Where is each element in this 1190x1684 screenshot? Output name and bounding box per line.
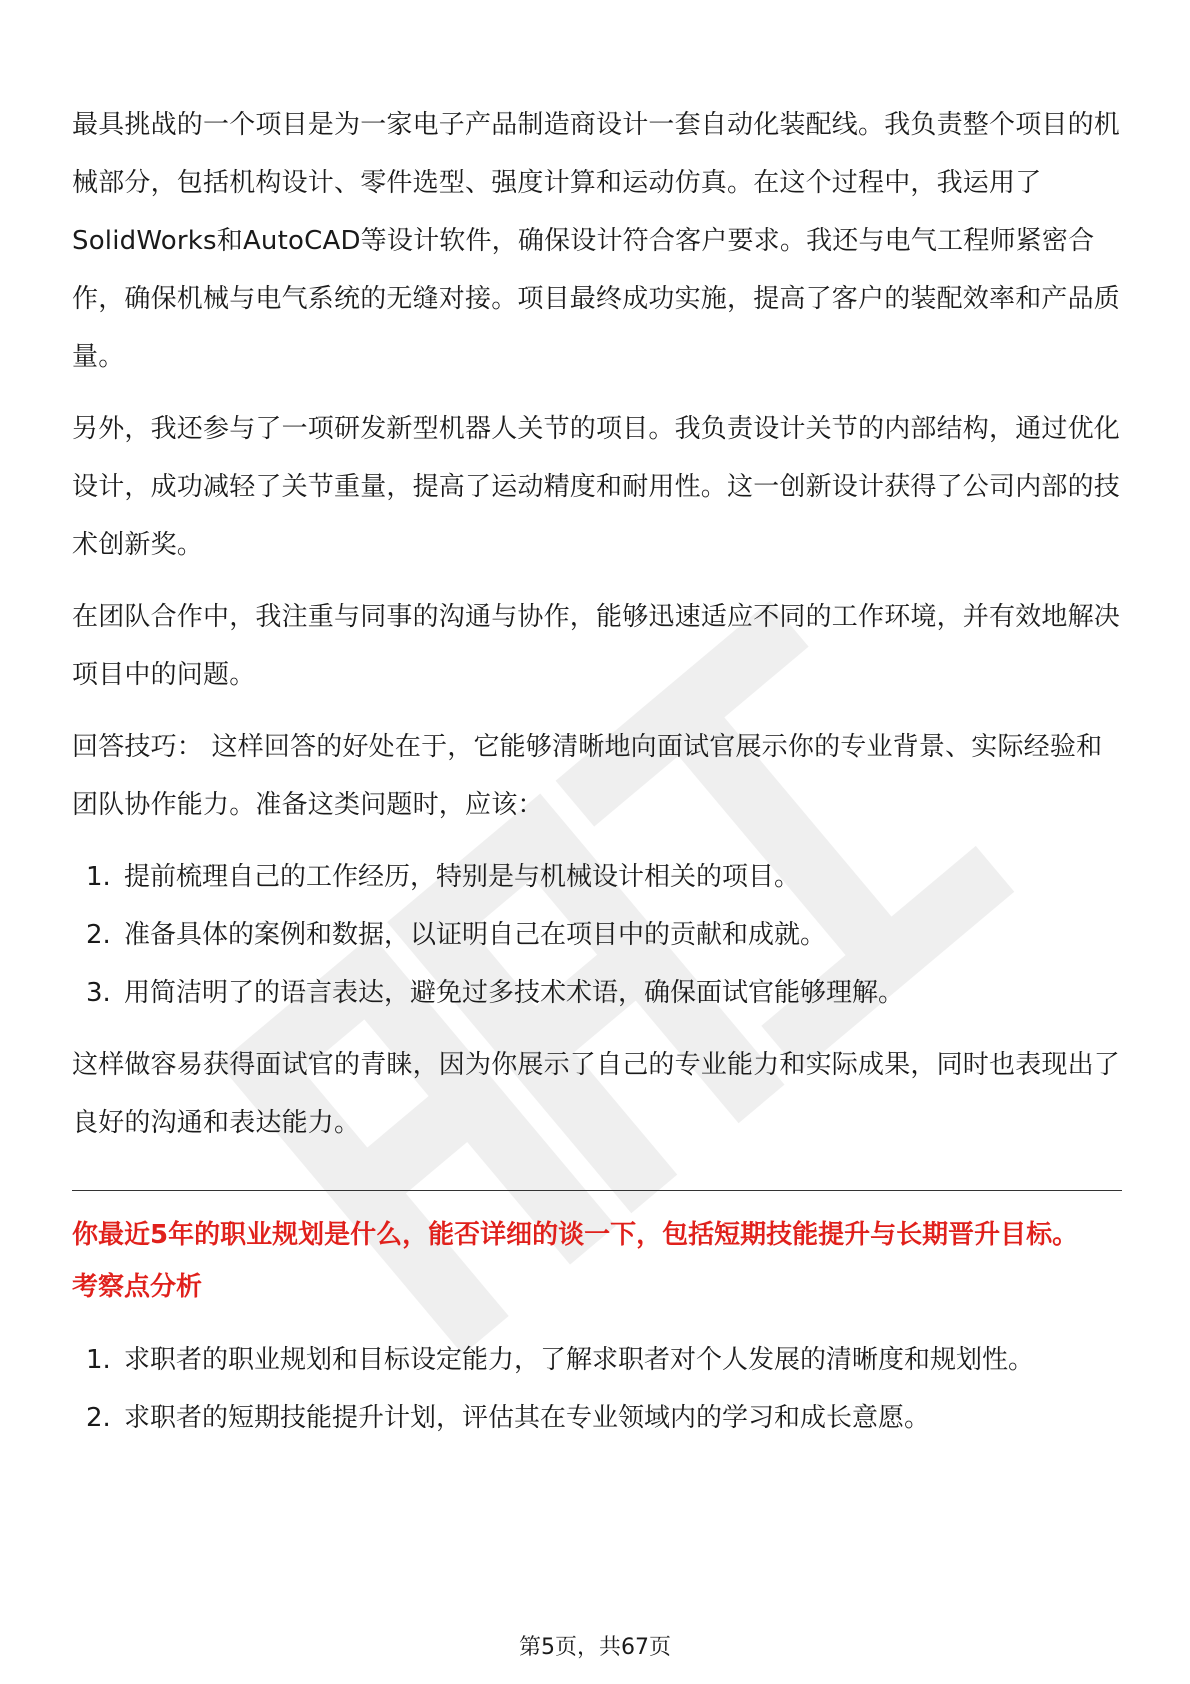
- tips-list: [72, 848, 1122, 1022]
- list-number: 2.: [86, 1403, 111, 1433]
- document-body: [72, 96, 1122, 1461]
- interview-question: 你最近5年的职业规划是什么，能否详细的谈一下，包括短期技能提升与长期晋升目标。: [72, 1220, 1079, 1250]
- paragraph-teamwork: 在团队合作中，我注重与同事的沟通与协作，能够迅速适应不同的工作环境，并有效地解决项目中的问题。: [72, 602, 1121, 690]
- analysis-list: [72, 1331, 1122, 1447]
- list-text: 提前梳理自己的工作经历，特别是与机械设计相关的项目。: [124, 862, 801, 892]
- list-item: [72, 1389, 1122, 1447]
- section-divider: [72, 1190, 1122, 1191]
- analysis-heading: 考察点分析: [72, 1272, 203, 1302]
- list-text: 准备具体的案例和数据，以证明自己在项目中的贡献和成就。: [124, 920, 827, 950]
- list-item: [72, 1331, 1122, 1389]
- paragraph-project-automation: 最具挑战的一个项目是为一家电子产品制造商设计一套自动化装配线。我负责整个项目的机械部分，包括机构设计、零件选型、强度计算和运动仿真。在这个过程中，我运用了SolidWorks和AutoCAD等设计软件，确保设计符合客户要求。我还与电气工程师紧密合作，确保机械与电气系统的无缝对接。项目最终成功实施，提高了客户的装配效率和产品质量。: [72, 110, 1121, 372]
- list-number: 3.: [86, 978, 111, 1008]
- list-text: 用简洁明了的语言表达，避免过多技术术语，确保面试官能够理解。: [124, 978, 905, 1008]
- list-number: 1.: [86, 1345, 111, 1375]
- paragraph-answer-tips: 回答技巧： 这样回答的好处在于，它能够清晰地向面试官展示你的专业背景、实际经验和团队协作能力。准备这类问题时，应该：: [72, 732, 1103, 820]
- paragraph-conclusion: 这样做容易获得面试官的青睐，因为你展示了自己的专业能力和实际成果，同时也表现出了良好的沟通和表达能力。: [72, 1050, 1121, 1138]
- list-number: 1.: [86, 862, 111, 892]
- page-number-footer: 第5页，共67页: [519, 1635, 671, 1660]
- list-text: 求职者的职业规划和目标设定能力，了解求职者对个人发展的清晰度和规划性。: [124, 1345, 1035, 1375]
- list-item: [72, 848, 1122, 906]
- list-number: 2.: [86, 920, 111, 950]
- list-item: [72, 964, 1122, 1022]
- paragraph-project-robot-joint: 另外，我还参与了一项研发新型机器人关节的项目。我负责设计关节的内部结构，通过优化设计，成功减轻了关节重量，提高了运动精度和耐用性。这一创新设计获得了公司内部的技术创新奖。: [72, 414, 1121, 560]
- list-text: 求职者的短期技能提升计划，评估其在专业领域内的学习和成长意愿。: [124, 1403, 931, 1433]
- list-item: [72, 906, 1122, 964]
